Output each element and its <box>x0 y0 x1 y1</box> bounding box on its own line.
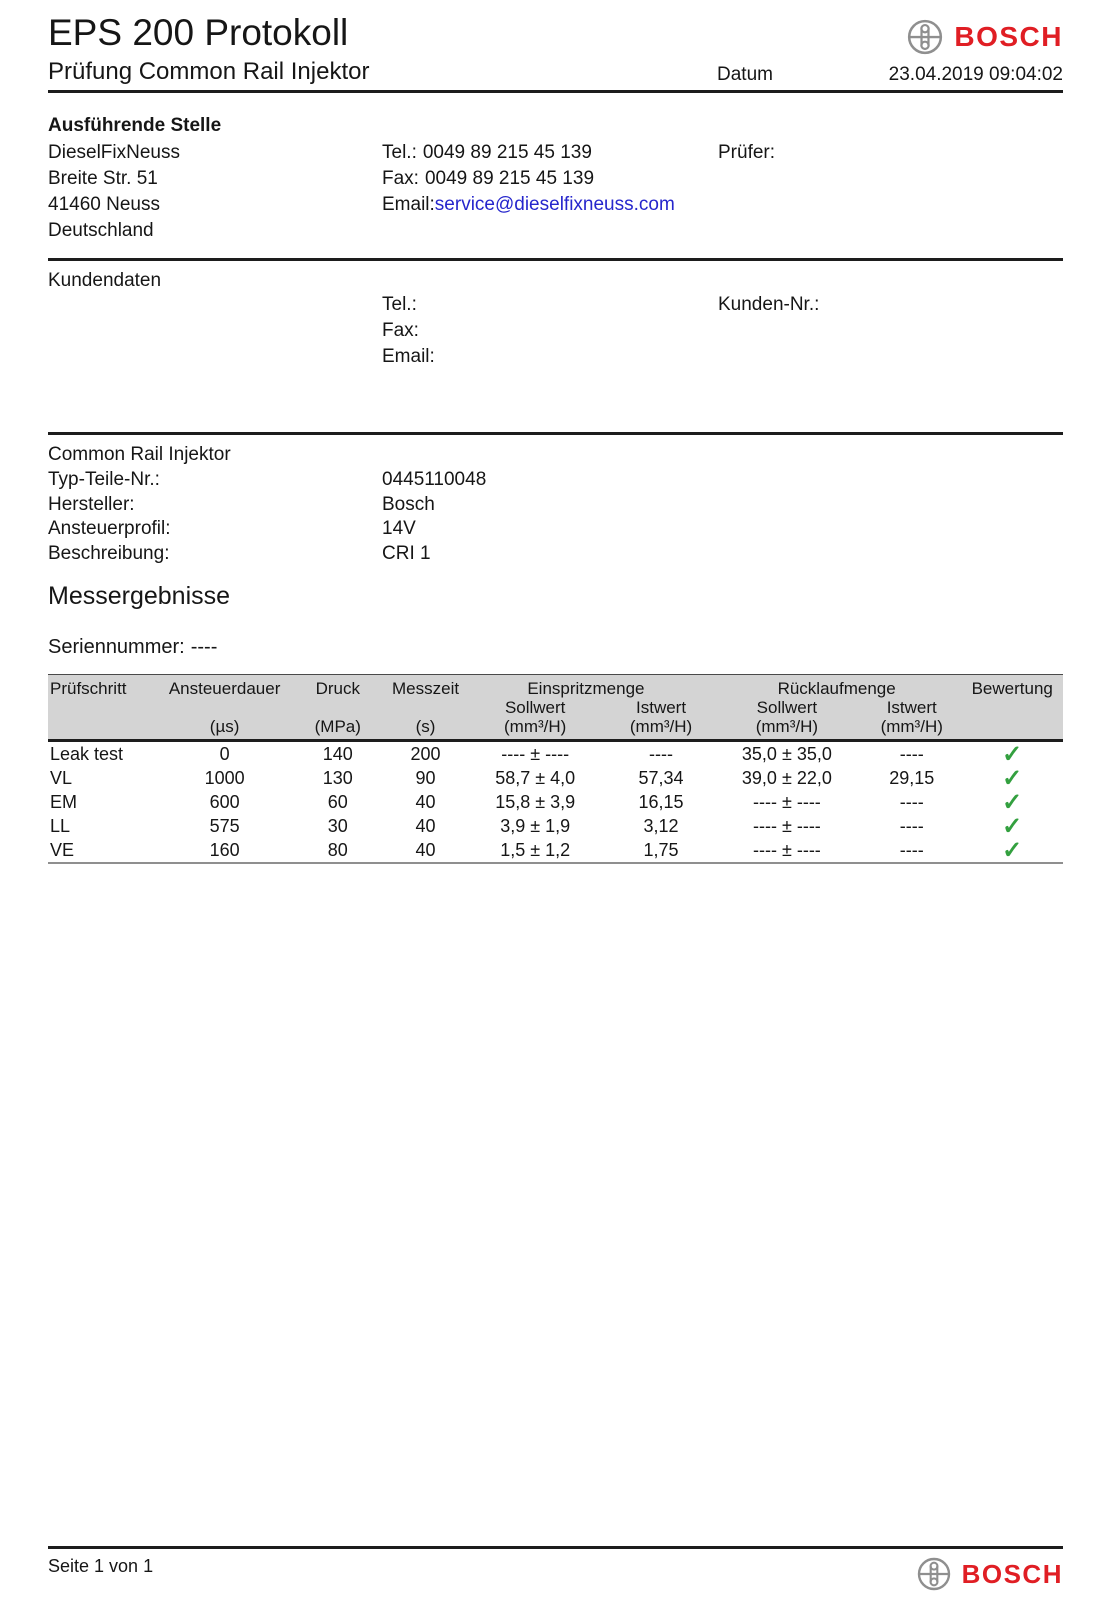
table-row <box>48 814 1063 838</box>
customer-contact <box>382 292 718 370</box>
pass-check-icon: ✓ <box>1002 837 1023 864</box>
table-row <box>48 766 1063 790</box>
provider-email-link[interactable]: service@dieselfixneuss.com <box>434 194 675 215</box>
injector-manufacturer-label: Hersteller: <box>48 493 135 515</box>
cell-return-setpoint: ---- ± ---- <box>752 815 821 836</box>
customer-number <box>718 292 1063 370</box>
unit-pressure: (MPa) <box>284 717 391 741</box>
examiner-label: Prüfer: <box>718 142 776 163</box>
cell-rating <box>961 790 1063 814</box>
bosch-armature-icon <box>916 1556 952 1592</box>
cell-duration: 160 <box>165 838 285 863</box>
injector-section <box>48 442 1063 566</box>
provider-name: DieselFixNeuss <box>48 142 180 163</box>
customer-no-label: Kunden-Nr.: <box>718 294 820 315</box>
cell-injection-setpoint: 15,8 ± 3,9 <box>495 791 576 812</box>
injector-row <box>48 468 1063 493</box>
cell-pressure: 140 <box>322 743 353 764</box>
provider-address <box>48 140 382 244</box>
results-table-header <box>48 675 1063 741</box>
cell-step: VE <box>48 838 165 863</box>
cell-step: EM <box>50 791 77 812</box>
injector-row <box>48 493 1063 518</box>
cell-injection-setpoint: 3,9 ± 1,9 <box>500 815 571 836</box>
serial-number-row <box>48 636 1063 659</box>
cell-return-setpoint: ---- ± ---- <box>712 838 862 863</box>
cell-injection-setpoint: 1,5 ± 1,2 <box>460 838 610 863</box>
date-label: Datum <box>717 64 773 85</box>
cell-injection-setpoint: 58,7 ± 4,0 <box>495 767 576 788</box>
cell-rating <box>961 838 1063 863</box>
cell-pressure: 80 <box>284 838 391 863</box>
injector-row <box>48 517 1063 542</box>
col-return-actual: Istwert <box>862 698 961 717</box>
provider-tel-row <box>382 140 718 166</box>
table-row <box>48 790 1063 814</box>
col-injection-group: Einspritzmenge <box>460 675 712 699</box>
table-row <box>48 741 1063 767</box>
cell-return-setpoint: ---- ± ---- <box>752 791 821 812</box>
cell-return-setpoint: 39,0 ± 22,0 <box>741 767 832 788</box>
document-subtitle: Prüfung Common Rail Injektor <box>48 58 370 85</box>
cell-return-actual: ---- <box>862 838 961 863</box>
bosch-wordmark: BOSCH <box>961 1558 1063 1589</box>
document-header <box>48 0 1063 56</box>
cell-step: VL <box>50 767 73 788</box>
document-subheader <box>48 58 1063 90</box>
tel-label: Tel.: <box>382 142 417 163</box>
cell-step: LL <box>50 815 71 836</box>
provider-examiner <box>718 140 1063 244</box>
col-duration: Ansteuerdauer <box>165 675 285 699</box>
cell-injection-setpoint: ---- ± ---- <box>501 743 570 764</box>
fax-label: Fax: <box>382 168 419 189</box>
pass-check-icon: ✓ <box>1002 741 1023 768</box>
provider-contact <box>382 140 718 244</box>
cell-return-actual: ---- <box>899 743 924 764</box>
bosch-logo-footer <box>916 1556 1063 1592</box>
provider-section-title: Ausführende Stelle <box>48 115 222 136</box>
provider-country: Deutschland <box>48 220 154 241</box>
col-time: Messzeit <box>391 675 460 699</box>
unit-time: (s) <box>391 717 460 741</box>
serial-label: Seriennummer: <box>48 636 185 658</box>
cell-return-setpoint: 35,0 ± 35,0 <box>741 743 832 764</box>
cell-injection-actual: 16,15 <box>638 791 684 812</box>
col-pressure: Druck <box>284 675 391 699</box>
cell-step: Leak test <box>50 743 124 764</box>
bosch-armature-icon <box>906 18 944 56</box>
cell-return-actual: ---- <box>899 815 924 836</box>
cell-pressure: 30 <box>327 815 348 836</box>
customer-section <box>48 270 1063 432</box>
injector-description-value: CRI 1 <box>382 542 431 564</box>
cell-time: 200 <box>410 743 441 764</box>
unit-flow: (mm³/H) <box>610 717 712 741</box>
cell-pressure: 130 <box>322 767 353 788</box>
col-rating: Bewertung <box>961 675 1063 699</box>
col-injection-setpoint: Sollwert <box>460 698 610 717</box>
header-divider <box>48 90 1063 93</box>
results-table <box>48 674 1063 864</box>
cell-duration: 1000 <box>204 767 245 788</box>
bosch-logo <box>906 18 1063 56</box>
cell-injection-actual: ---- <box>649 743 674 764</box>
results-heading: Messergebnisse <box>48 582 231 610</box>
injector-description-label: Beschreibung: <box>48 542 170 564</box>
provider-fax-value: 0049 89 215 45 139 <box>424 168 595 189</box>
pass-check-icon: ✓ <box>1002 765 1023 792</box>
injector-part-value: 0445110048 <box>382 469 487 490</box>
cell-duration: 600 <box>209 791 240 812</box>
injector-part-label: Typ-Teile-Nr.: <box>48 469 160 490</box>
customer-divider <box>48 432 1063 435</box>
injector-profile-value: 14V <box>382 518 416 539</box>
cell-return-actual: 29,15 <box>889 767 935 788</box>
page-number: Seite 1 von 1 <box>48 1556 154 1576</box>
cell-return-actual: ---- <box>899 791 924 812</box>
col-return-group: Rücklaufmenge <box>712 675 962 699</box>
provider-fax-row <box>382 166 718 192</box>
provider-email-row <box>382 192 718 218</box>
cell-pressure: 60 <box>327 791 348 812</box>
provider-street: Breite Str. 51 <box>48 168 158 189</box>
provider-tel-value: 0049 89 215 45 139 <box>422 142 592 163</box>
customer-email-label: Email: <box>382 346 435 367</box>
customer-fax-label: Fax: <box>382 320 419 341</box>
injector-section-title: Common Rail Injektor <box>48 444 231 465</box>
pass-check-icon: ✓ <box>1002 789 1023 816</box>
provider-city: 41460 Neuss <box>48 194 160 215</box>
cell-rating <box>961 814 1063 838</box>
cell-rating <box>961 741 1063 767</box>
cell-time: 40 <box>415 791 436 812</box>
unit-flow: (mm³/H) <box>712 717 862 741</box>
serial-value: ---- <box>190 636 218 658</box>
customer-section-title: Kundendaten <box>48 270 162 291</box>
cell-injection-actual: 57,34 <box>638 767 684 788</box>
col-step: Prüfschritt <box>48 675 165 699</box>
cell-rating <box>961 766 1063 790</box>
document-footer <box>48 1546 1063 1592</box>
cell-duration: 0 <box>219 743 230 764</box>
cell-time: 40 <box>415 815 436 836</box>
cell-time: 90 <box>415 767 436 788</box>
unit-flow: (mm³/H) <box>862 717 961 741</box>
provider-section <box>48 115 1063 258</box>
cell-duration: 575 <box>209 815 240 836</box>
unit-flow: (mm³/H) <box>460 717 610 741</box>
cell-time: 40 <box>391 838 460 863</box>
pass-check-icon: ✓ <box>1002 813 1023 840</box>
date-value: 23.04.2019 09:04:02 <box>888 64 1063 85</box>
email-label: Email: <box>382 194 435 215</box>
customer-empty-space <box>48 370 1063 432</box>
col-injection-actual: Istwert <box>610 698 712 717</box>
injector-profile-label: Ansteuerprofil: <box>48 518 171 539</box>
bosch-wordmark: BOSCH <box>954 21 1063 52</box>
table-row <box>48 838 1063 863</box>
cell-injection-actual: 3,12 <box>643 815 679 836</box>
injector-row <box>48 542 1063 567</box>
col-return-setpoint: Sollwert <box>712 698 862 717</box>
customer-tel-label: Tel.: <box>382 294 417 315</box>
unit-duration: (µs) <box>165 717 285 741</box>
cell-injection-actual: 1,75 <box>610 838 712 863</box>
customer-address <box>48 292 382 370</box>
page-title: EPS 200 Protokoll <box>48 12 349 53</box>
injector-manufacturer-value: Bosch <box>382 493 435 515</box>
provider-divider <box>48 258 1063 261</box>
